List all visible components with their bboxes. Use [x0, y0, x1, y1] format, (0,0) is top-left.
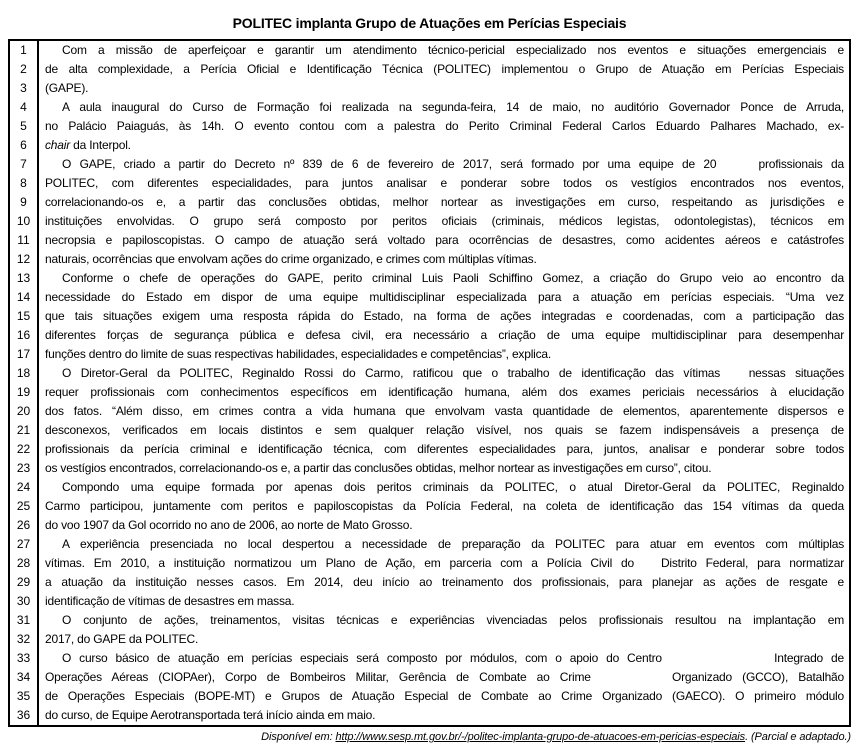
- line-text: O conjunto de ações, treinamentos, visitas técnicas e experiências vivenciadas pelos profissionais resultou na implantação em: [62, 613, 844, 627]
- line-number: 28: [10, 554, 39, 573]
- line-number: 31: [10, 611, 39, 630]
- text-line: [10, 535, 849, 554]
- text-line: [10, 516, 849, 535]
- text-line: [10, 250, 849, 269]
- text-line: [10, 212, 849, 231]
- line-number: 25: [10, 497, 39, 516]
- text-line: [10, 421, 849, 440]
- line-text: identificação de vítimas de desastres em massa.: [45, 594, 295, 608]
- line-text: O curso básico de atuação em perícias especiais será composto por módulos, com o apoio do Centro Integrado de: [62, 651, 844, 665]
- line-number: 1: [10, 41, 39, 60]
- text-line: [10, 668, 849, 687]
- text-line: [10, 307, 849, 326]
- line-text: O GAPE, criado a partir do Decreto nº 839 de 6 de fevereiro de 2017, será formado por uma equipe de 20 profissionais da: [62, 157, 844, 171]
- line-number: 27: [10, 535, 39, 554]
- line-text: A aula inaugural do Curso de Formação foi realizada na segunda-feira, 14 de maio, no auditório Governador Ponce de Arruda,: [62, 100, 844, 114]
- line-number: 3: [10, 79, 39, 98]
- line-number: 30: [10, 592, 39, 611]
- text-line: [10, 136, 849, 155]
- line-number: 11: [10, 231, 39, 250]
- text-line: [10, 193, 849, 212]
- line-number: 26: [10, 516, 39, 535]
- text-line: [10, 345, 849, 364]
- text-line: [10, 98, 849, 117]
- line-number: 23: [10, 459, 39, 478]
- line-text: correlacionando-os e, a partir das conclusões obtidas, melhor nortear as investigações em curso, respeitando as jurisdições e: [45, 195, 844, 209]
- text-line: [10, 706, 849, 725]
- text-line: [10, 478, 849, 497]
- line-text: chair da Interpol.: [45, 138, 131, 152]
- text-line: [10, 383, 849, 402]
- line-number: 18: [10, 364, 39, 383]
- text-line: [10, 269, 849, 288]
- lines-container: [10, 41, 849, 725]
- line-text: de Operações Especiais (BOPE-MT) e Grupos de Atuação Especial de Combate ao Crime Organizado (GAECO). O primeiro módulo: [45, 689, 844, 703]
- line-text: funções dentro do limite de suas respectivas habilidades, especialidades e competências”, explica.: [45, 347, 552, 361]
- text-line: [10, 687, 849, 706]
- line-number: 36: [10, 706, 39, 725]
- source-url-link[interactable]: http://www.sesp.mt.gov.br/-/politec-implanta-grupo-de-atuacoes-em-pericias-especiais: [335, 731, 746, 743]
- numbered-text-box: [8, 39, 851, 727]
- line-text: instituições envolvidas. O grupo será composto por peritos oficiais (criminais, médicos legistas, odontolegistas), técnicos em: [45, 214, 844, 228]
- line-text: Conforme o chefe de operações do GAPE, perito criminal Luis Paoli Schiffino Gomez, a criação do Grupo veio ao encontro da: [62, 271, 844, 285]
- text-line: [10, 41, 849, 60]
- line-text: desconexos, verificados em locais distintos e sem qualquer relação visível, nos quais se fazem indispensáveis a presença de: [45, 423, 844, 437]
- line-text: que tais situações exigem uma resposta rápida do Estado, na forma de ações integradas e coordenadas, com a participação das: [45, 309, 844, 323]
- line-number: 35: [10, 687, 39, 706]
- text-line: [10, 554, 849, 573]
- line-text: Carmo participou, juntamente com peritos e papiloscopistas da Polícia Federal, na coleta de identificação das 154 vítimas da queda: [45, 499, 844, 513]
- line-text: os vestígios encontrados, correlacionando-os e, a partir das conclusões obtidas, melhor nortear as investigações em curso”, citou.: [45, 461, 712, 475]
- line-number: 9: [10, 193, 39, 212]
- line-text: Com a missão de aperfeiçoar e garantir um atendimento técnico-pericial especializado nos eventos e situações emergenciais e: [62, 43, 844, 57]
- line-text: profissionais da perícia criminal e identificação técnica, com diferentes especialidades para, juntos, analisar e ponderar sobre todos: [45, 442, 844, 456]
- line-text: do curso, de Equipe Aerotransportada terá início ainda em maio.: [45, 708, 376, 722]
- text-line: [10, 60, 849, 79]
- page-title: POLITEC implanta Grupo de Atuações em Perícias Especiais: [232, 15, 627, 31]
- line-number: 24: [10, 478, 39, 497]
- line-number: 7: [10, 155, 39, 174]
- line-number: 21: [10, 421, 39, 440]
- line-text: no Palácio Paiaguás, às 14h. O evento contou com a palestra do Perito Criminal Federal Carlos Eduardo Palhares Machado, ex-: [45, 119, 844, 133]
- text-line: [10, 402, 849, 421]
- line-text: 2017, do GAPE da POLITEC.: [45, 632, 199, 646]
- text-line: [10, 459, 849, 478]
- line-number: 15: [10, 307, 39, 326]
- line-number: 29: [10, 573, 39, 592]
- line-text: vítimas. Em 2010, a instituição normatizou um Plano de Ação, em parceria com a Polícia Civil do Distrito Federal, para normatizar: [45, 556, 844, 570]
- line-text: a atuação da instituição nesses casos. Em 2014, deu início ao treinamento dos profissionais, para planejar as ações de resgate e: [45, 575, 844, 589]
- line-text: necropsia e papiloscopistas. O campo de atuação será voltado para ocorrências de desastres, como acidentes aéreos e catástrofes: [45, 233, 844, 247]
- line-text: de alta complexidade, a Perícia Oficial e Identificação Técnica (POLITEC) implementou o Grupo de Atuação em Perícias Especiais: [45, 62, 844, 76]
- line-text: diferentes forças de segurança pública e defesa civil, era necessário a criação de uma equipe multidisciplinar para desempenhar: [45, 328, 844, 342]
- text-line: [10, 288, 849, 307]
- source-prefix: Disponível em:: [261, 731, 336, 743]
- text-line: [10, 364, 849, 383]
- line-number: 2: [10, 60, 39, 79]
- text-line: [10, 117, 849, 136]
- line-text: do voo 1907 da Gol ocorrido no ano de 2006, ao norte de Mato Grosso.: [45, 518, 413, 532]
- text-line: [10, 326, 849, 345]
- line-number: 19: [10, 383, 39, 402]
- text-line: [10, 649, 849, 668]
- line-number: 32: [10, 630, 39, 649]
- line-number: 13: [10, 269, 39, 288]
- text-line: [10, 174, 849, 193]
- line-text: naturais, ocorrências que envolvam ações do crime organizado, e crimes com múltiplas vítimas.: [45, 252, 537, 266]
- source-suffix: . (Parcial e adaptado.): [745, 731, 851, 743]
- text-line: [10, 630, 849, 649]
- line-number: 10: [10, 212, 39, 231]
- line-number: 33: [10, 649, 39, 668]
- line-number: 8: [10, 174, 39, 193]
- line-text: requer profissionais com conhecimentos específicos em identificação humana, além dos exames periciais necessários à elucidação: [45, 385, 844, 399]
- line-text: Operações Aéreas (CIOPAer), Corpo de Bombeiros Militar, Gerência de Combate ao Crime Organizado (GCCO), Batalhão: [45, 670, 844, 684]
- line-text: A experiência presenciada no local despertou a necessidade de preparação da POLITEC para atuar em eventos com múltiplas: [62, 537, 844, 551]
- text-line: [10, 155, 849, 174]
- line-number: 4: [10, 98, 39, 117]
- text-line: [10, 440, 849, 459]
- text-line: [10, 592, 849, 611]
- line-number: 34: [10, 668, 39, 687]
- line-text: Compondo uma equipe formada por apenas dois peritos criminais da POLITEC, o atual Diretor-Geral da POLITEC, Reginaldo: [62, 480, 844, 494]
- line-number: 16: [10, 326, 39, 345]
- text-line: [10, 231, 849, 250]
- line-number: 14: [10, 288, 39, 307]
- source-citation: [8, 730, 851, 744]
- text-line: [10, 497, 849, 516]
- line-number: 5: [10, 117, 39, 136]
- text-line: [10, 611, 849, 630]
- line-text: (GAPE).: [45, 81, 89, 95]
- line-number: 6: [10, 136, 39, 155]
- line-text: dos fatos. “Além disso, em crimes contra a vida humana que envolvam vasta quantidade de elementos, aparentemente dispersos e: [45, 404, 844, 418]
- line-number: 20: [10, 402, 39, 421]
- line-text: POLITEC, com diferentes especialidades, para juntos analisar e ponderar sobre todos os vestígios encontrados nos eventos,: [45, 176, 844, 190]
- italic-word: chair: [45, 138, 71, 152]
- line-text: O Diretor-Geral da POLITEC, Reginaldo Rossi do Carmo, ratificou que o trabalho de identificação das vítimas nessas situações: [62, 366, 844, 380]
- text-line: [10, 79, 849, 98]
- text-line: [10, 573, 849, 592]
- line-number: 12: [10, 250, 39, 269]
- line-number: 17: [10, 345, 39, 364]
- line-number: 22: [10, 440, 39, 459]
- line-text: necessidade do Estado em dispor de uma equipe multidisciplinar especializada para a atuação em perícias especiais. “Uma vez: [45, 290, 844, 304]
